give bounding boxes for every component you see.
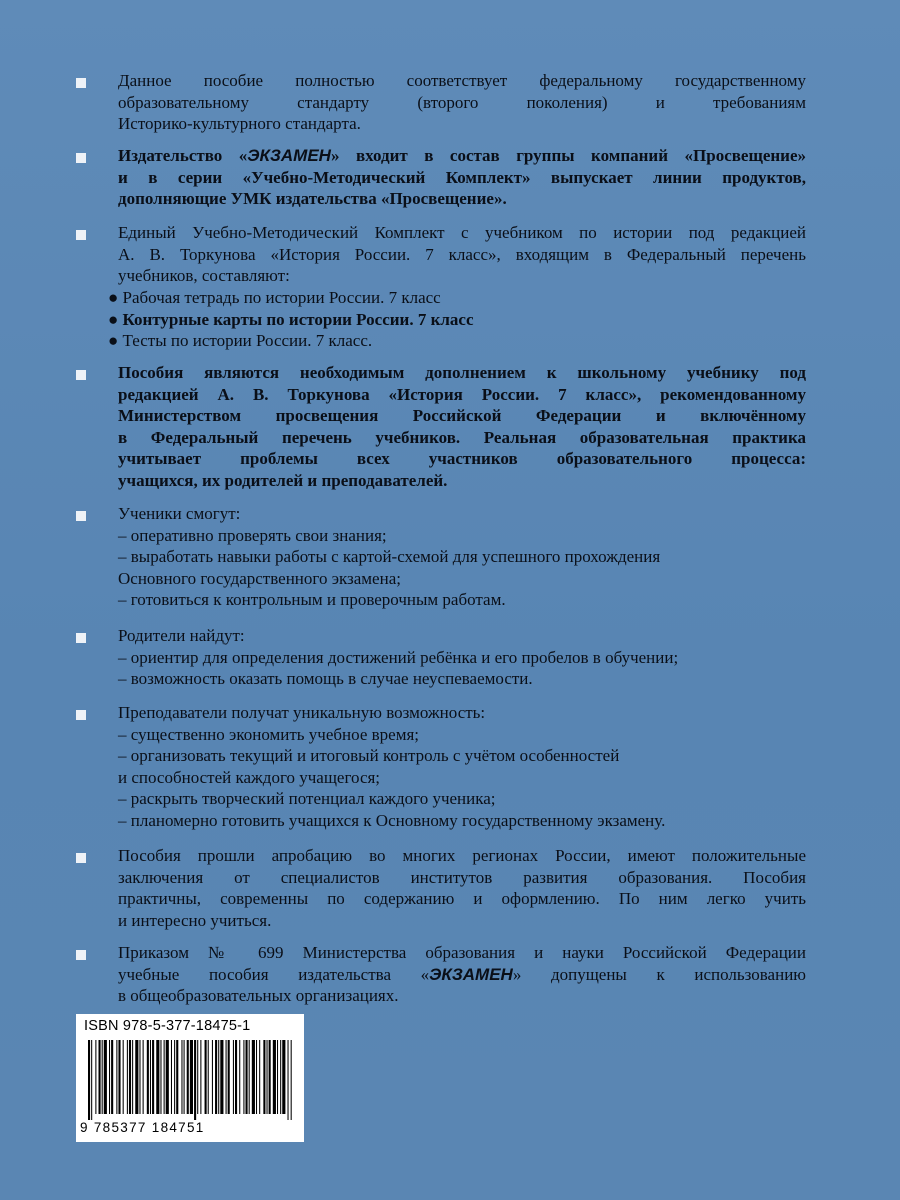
approbation-paragraph bbox=[118, 845, 806, 931]
text-line: Преподаватели получат уникальную возможность: bbox=[118, 703, 486, 722]
text-line: Данное пособие полностью соответствует федеральному государственному bbox=[118, 71, 806, 90]
isbn-barcode-block bbox=[76, 1014, 304, 1142]
barcode-bar bbox=[91, 1040, 92, 1120]
barcode-bar bbox=[116, 1040, 117, 1114]
bullet-square bbox=[76, 710, 86, 720]
barcode-bar bbox=[239, 1040, 240, 1114]
text-line: – выработать навыки работы с картой-схемой для успешного прохождения bbox=[118, 547, 661, 566]
barcode-bar bbox=[156, 1040, 159, 1114]
barcode-bar bbox=[205, 1040, 207, 1114]
bullet-square bbox=[76, 853, 86, 863]
umk-items bbox=[108, 287, 796, 352]
barcode-bar bbox=[218, 1040, 219, 1114]
barcode-bar bbox=[127, 1040, 128, 1114]
barcode-bar bbox=[88, 1040, 90, 1120]
barcode-bar bbox=[220, 1040, 223, 1114]
text-line: практичны, современны по содержанию и оформлению. По ним легко учить bbox=[118, 889, 806, 908]
text-line: Ученики смогут: bbox=[118, 504, 241, 523]
students-paragraph bbox=[118, 503, 806, 611]
barcode-bar bbox=[118, 1040, 120, 1114]
text-line: Основного государственного экзамена; bbox=[118, 568, 401, 588]
isbn-label: ISBN 978-5-377-18475-1 bbox=[84, 1018, 251, 1034]
barcode-bar bbox=[164, 1040, 165, 1114]
text-line: Историко-культурного стандарта. bbox=[118, 114, 361, 133]
text-line: Пособия прошли апробацию во многих регионах России, имеют положительные bbox=[118, 846, 806, 865]
publisher-brand: ЭКЗАМЕН bbox=[247, 146, 331, 165]
barcode-bar bbox=[228, 1040, 230, 1114]
barcode-bar bbox=[282, 1040, 285, 1114]
barcode-bar bbox=[95, 1040, 96, 1114]
teachers-paragraph bbox=[118, 702, 806, 831]
text-line: Министерством просвещения Российской Федерации и включённому bbox=[118, 406, 806, 425]
barcode-bar bbox=[263, 1040, 265, 1114]
barcode-bar bbox=[273, 1040, 276, 1114]
publisher-brand: ЭКЗАМЕН bbox=[429, 964, 513, 984]
text-line: Приказом № 699 Министерства образования и науки Российской Федерации bbox=[118, 943, 806, 962]
barcode-bar bbox=[233, 1040, 234, 1114]
barcode-bar bbox=[190, 1040, 193, 1114]
text-line: в общеобразовательных организациях. bbox=[118, 986, 399, 1005]
barcode-bar bbox=[171, 1040, 172, 1114]
barcode-bar bbox=[267, 1040, 268, 1114]
order-paragraph bbox=[118, 942, 806, 1007]
text-line: – готовиться к контрольным и проверочным работам. bbox=[118, 590, 506, 609]
barcode-bar bbox=[152, 1040, 154, 1114]
text-line: Единый Учебно-Методический Комплект с учебником по истории под редакцией bbox=[118, 223, 806, 242]
barcode-bar bbox=[174, 1040, 175, 1114]
supplement-paragraph bbox=[118, 362, 806, 491]
barcode-bar bbox=[143, 1040, 144, 1114]
barcode-bar bbox=[111, 1040, 113, 1114]
text-line: – оперативно проверять свои знания; bbox=[118, 525, 387, 545]
bullet-square bbox=[76, 230, 86, 240]
text-line: – планомерно готовить учащихся к Основному государственному экзамену. bbox=[118, 810, 666, 830]
text-fragment: учебные пособия издательства « bbox=[118, 964, 430, 984]
bullet-square bbox=[76, 633, 86, 643]
umk-paragraph bbox=[118, 222, 806, 287]
text-line: учитывает проблемы всех участников образовательного процесса: bbox=[118, 449, 806, 468]
list-item: ● Контурные карты по истории России. 7 класс bbox=[108, 309, 474, 329]
standard-compliance-paragraph bbox=[118, 70, 806, 135]
barcode-bar bbox=[102, 1040, 103, 1114]
barcode-digits: 9 785377 184751 bbox=[80, 1120, 205, 1135]
barcode-bar bbox=[187, 1040, 189, 1114]
barcode-bar bbox=[277, 1040, 278, 1114]
barcode-bar bbox=[99, 1040, 101, 1114]
barcode-bar bbox=[135, 1040, 138, 1114]
text-line: образовательному стандарту (второго поколения) и требованиям bbox=[118, 92, 806, 112]
text-line: – существенно экономить учебное время; bbox=[118, 724, 419, 744]
text-fragment: » входит в состав группы компаний «Просвещение» bbox=[330, 146, 806, 165]
text-line: и интересно учиться. bbox=[118, 910, 272, 930]
text-line: в Федеральный перечень учебников. Реальная образовательная практика bbox=[118, 427, 806, 447]
text-fragment: Издательство « bbox=[118, 146, 248, 165]
bullet-square bbox=[76, 153, 86, 163]
barcode-bar bbox=[139, 1040, 140, 1114]
text-line: – возможность оказать помощь в случае неуспеваемости. bbox=[118, 669, 533, 688]
publisher-paragraph bbox=[118, 145, 806, 210]
barcode-bar bbox=[212, 1040, 213, 1114]
barcode-bar bbox=[150, 1040, 151, 1114]
barcode-bar bbox=[288, 1040, 289, 1120]
text-line: – организовать текущий и итоговый контроль с учётом особенностей bbox=[118, 746, 620, 765]
text-line: учащихся, их родителей и преподавателей. bbox=[118, 470, 448, 490]
text-fragment: » допущены к использованию bbox=[512, 964, 806, 984]
barcode-bar bbox=[160, 1040, 161, 1114]
barcode-bar bbox=[132, 1040, 133, 1114]
barcode-bar bbox=[129, 1040, 131, 1114]
barcode-bar bbox=[249, 1040, 250, 1114]
text-line bbox=[118, 964, 806, 986]
text-line: А. В. Торкунова «История России. 7 класс», входящим в Федеральный перечень bbox=[118, 244, 806, 264]
barcode-bar bbox=[226, 1040, 227, 1114]
text-line: Родители найдут: bbox=[118, 626, 245, 645]
barcode-bar bbox=[197, 1040, 198, 1114]
barcode-bar bbox=[181, 1040, 182, 1114]
barcode-graphic bbox=[86, 1040, 296, 1120]
text-line: – раскрыть творческий потенциал каждого ученика; bbox=[118, 789, 496, 808]
barcode-bar bbox=[147, 1040, 149, 1114]
barcode-bar bbox=[104, 1040, 107, 1114]
barcode-bar bbox=[215, 1040, 217, 1114]
text-line bbox=[118, 145, 806, 167]
text-line: редакцией А. В. Торкунова «История России. 7 класс», рекомендованному bbox=[118, 384, 806, 404]
bullet-square bbox=[76, 511, 86, 521]
barcode-bar bbox=[280, 1040, 281, 1114]
text-line: и способностей каждого учащегося; bbox=[118, 767, 381, 787]
barcode-bar bbox=[256, 1040, 257, 1114]
text-line: дополняющие УМК издательства «Просвещение». bbox=[118, 189, 507, 208]
barcode-bar bbox=[291, 1040, 292, 1120]
text-line: заключения от специалистов институтов развития образования. Пособия bbox=[118, 867, 806, 887]
barcode-bar bbox=[166, 1040, 169, 1114]
barcode-bar bbox=[109, 1040, 110, 1114]
barcode-bar bbox=[123, 1040, 124, 1114]
bullet-square bbox=[76, 950, 86, 960]
barcode-bar bbox=[243, 1040, 244, 1114]
barcode-bar bbox=[184, 1040, 185, 1114]
barcode-bar bbox=[246, 1040, 248, 1114]
text-line: и в серии «Учебно-Методический Комплект» выпускает линии продуктов, bbox=[118, 167, 806, 187]
barcode-bar bbox=[235, 1040, 237, 1114]
barcode-bar bbox=[200, 1040, 201, 1114]
bullet-square bbox=[76, 370, 86, 380]
barcode-bar bbox=[176, 1040, 178, 1114]
barcode-bar bbox=[269, 1040, 271, 1114]
barcode-bar bbox=[252, 1040, 255, 1114]
text-line: учебников, составляют: bbox=[118, 266, 290, 285]
text-line: Пособия являются необходимым дополнением к школьному учебнику под bbox=[118, 363, 806, 382]
bullet-square bbox=[76, 78, 86, 88]
barcode-bar bbox=[194, 1040, 196, 1120]
list-item: ● Тесты по истории России. 7 класс. bbox=[108, 331, 373, 350]
text-line: – ориентир для определения достижений ребёнка и его пробелов в обучении; bbox=[118, 647, 679, 667]
barcode-bar bbox=[259, 1040, 260, 1114]
barcode-bar bbox=[208, 1040, 209, 1114]
parents-paragraph bbox=[118, 625, 806, 690]
list-item: ● Рабочая тетрадь по истории России. 7 класс bbox=[108, 288, 441, 307]
